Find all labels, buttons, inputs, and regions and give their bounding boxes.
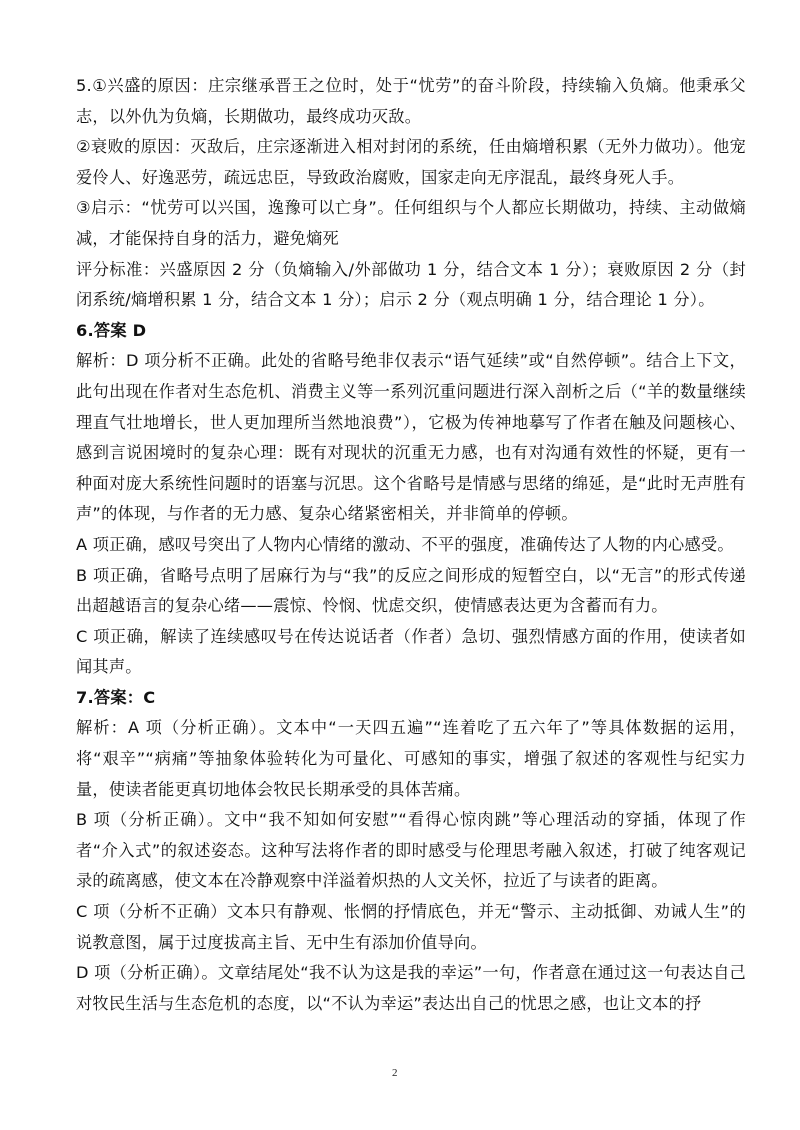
- answer-7-heading: 7.答案：C: [76, 687, 156, 707]
- answer-5-reason-decline: ②衰败的原因：灭敌后，庄宗逐渐进入相对封闭的系统，任由熵增积累（无外力做功）。他宠爱伶人、好逸恶劳，疏远忠臣，导致政治腐败，国家走向无序混乱，最终身死人手。: [76, 137, 746, 187]
- answer-7-option-a: 解析：A 项（分析正确）。文本中“一天四五遍”“连着吃了五六年了”等具体数据的运用，将“艰辛”“病痛”等抽象体验转化为可量化、可感知的事实，增强了叙述的客观性与纪实力量，使读者能更真切地体会牧民长期承受的具体苦痛。: [76, 718, 746, 799]
- answer-6-analysis: 解析：D 项分析不正确。此处的省略号绝非仅表示“语气延续”或“自然停顿”。结合上下文，此句出现在作者对生态危机、消费主义等一系列沉重问题进行深入剖析之后（“羊的数量继续理直气壮地增长，世人更加理所当然地浪费”），它极为传神地摹写了作者在触及问题核心、感到言说困境时的复杂心理：既有对现状的沉重无力感，也有对沟通有效性的怀疑，更有一种面对庞大系统性问题时的语塞与沉思。这个省略号是情感与思绪的绵延，是“此时无声胜有声”的体现，与作者的无力感、复杂心绪紧密相关，并非简单的停顿。: [76, 351, 746, 524]
- answer-5-reason-rise: 5.①兴盛的原因：庄宗继承晋王之位时，处于“忧劳”的奋斗阶段，持续输入负熵。他秉承父志，以外仇为负熵，长期做功，最终成功灭敌。: [76, 76, 746, 126]
- answer-6-option-b: B 项正确，省略号点明了居麻行为与“我”的反应之间形成的短暂空白，以“无言”的形式传递出超越语言的复杂心绪——震惊、怜悯、忧虑交织，使情感表达更为含蓄而有力。: [76, 565, 746, 616]
- answer-5-insight: ③启示：“忧劳可以兴国，逸豫可以亡身”。任何组织与个人都应长期做功，持续、主动做熵减，才能保持自身的活力，避免熵死: [76, 198, 746, 248]
- answer-7-option-b: B 项（分析正确）。文中“我不知如何安慰”“看得心惊肉跳”等心理活动的穿插，体现了作者“介入式”的叙述姿态。这种写法将作者的即时感受与伦理思考融入叙述，打破了纯客观记录的疏离感，使文本在冷静观察中洋溢着炽热的人文关怀，拉近了与读者的距离。: [76, 810, 746, 891]
- page-number: 2: [392, 1067, 398, 1079]
- answer-6-option-a: A 项正确，感叹号突出了人物内心情绪的激动、不平的强度，准确传达了人物的内心感受。: [76, 534, 734, 554]
- answer-7-option-c: C 项（分析不正确）文本只有静观、怅惘的抒情底色，并无“警示、主动抵御、劝诫人生”的说教意图，属于过度拔高主旨、无中生有添加价值导向。: [76, 902, 746, 952]
- answer-6-heading: 6.答案 D: [76, 320, 147, 340]
- document-body: [76, 71, 746, 1019]
- scoring-criteria: 评分标准：兴盛原因 2 分（负熵输入/外部做功 1 分，结合文本 1 分）；衰败原因 2 分（封闭系统/熵增积累 1 分，结合文本 1 分）；启示 2 分（观点明确 1 分，结合理论 1 分）。: [76, 259, 746, 310]
- answer-7-option-d: D 项（分析正确）。文章结尾处“我不认为这是我的幸运”一句，作者意在通过这一句表达自己对牧民生活与生态危机的态度，以“不认为幸运”表达出自己的忧思之感，也让文本的抒: [76, 963, 746, 1013]
- answer-6-option-c: C 项正确，解读了连续感叹号在传达说话者（作者）急切、强烈情感方面的作用，使读者如闻其声。: [76, 626, 746, 677]
